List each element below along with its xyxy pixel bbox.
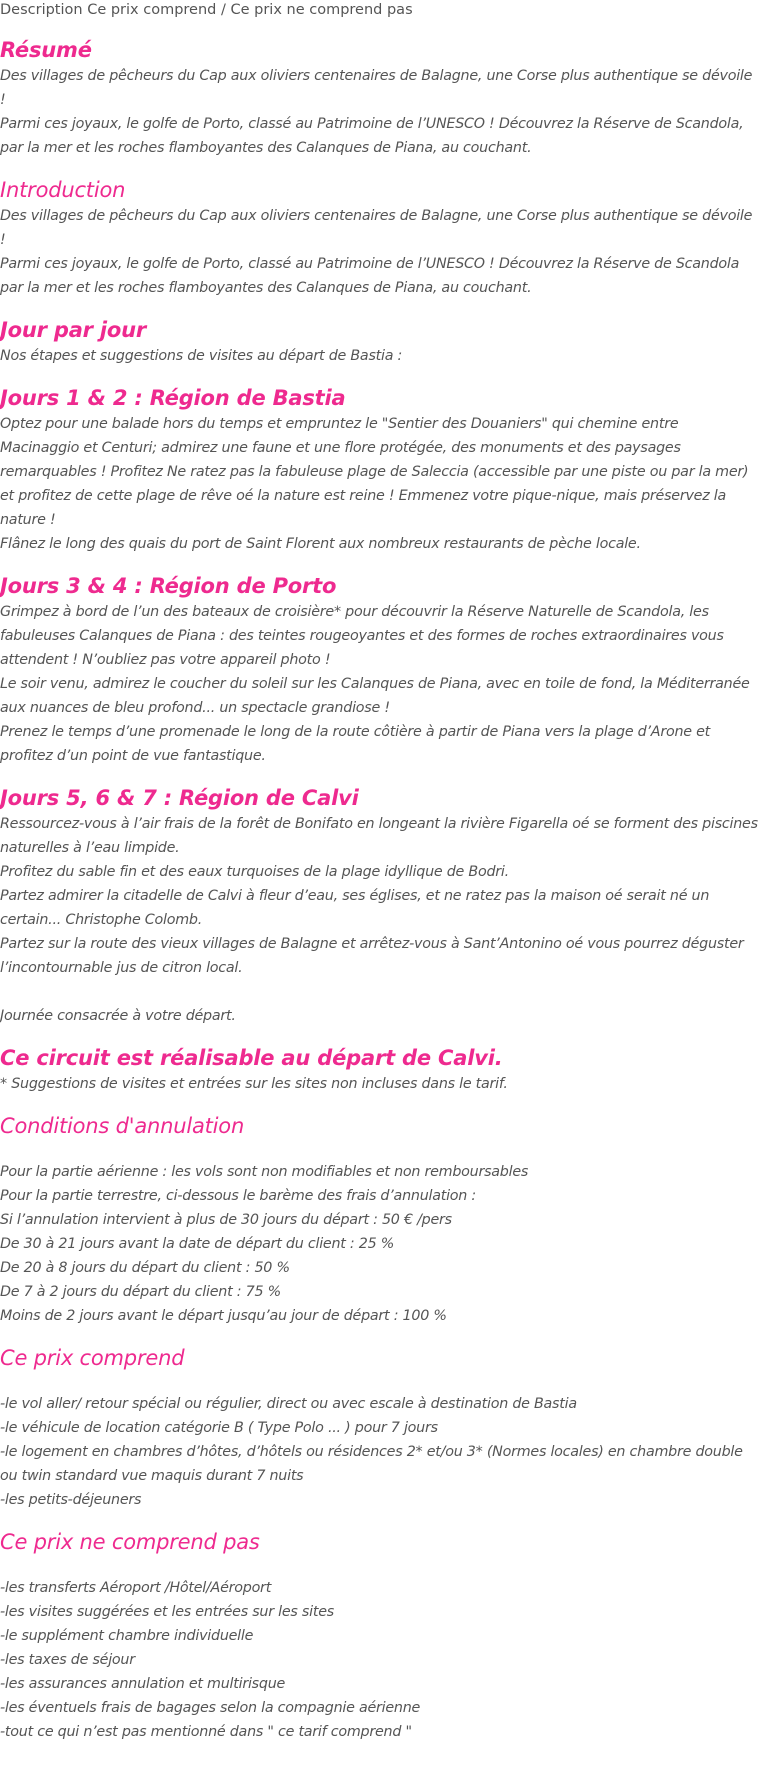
jours-5-7-line: Profitez du sable fin et des eaux turquoises de la plage idyllique de Bodri. — [0, 864, 509, 880]
calvi-title: Ce circuit est réalisable au départ de Calvi. — [0, 1046, 503, 1070]
comprend-line: -le vol aller/ retour spécial ou régulier, direct ou avec escale à destination de Bastia — [0, 1396, 577, 1412]
ne-comprend-pas-line: -le supplément chambre individuelle — [0, 1628, 254, 1644]
comprend-line: -le logement en chambres d’hôtes, d’hôtels ou résidences 2* et/ou 3* (Normes locales) en chambre double ou twin standard vue maquis durant 7 nuits — [0, 1444, 743, 1484]
jours-1-2-line: Optez pour une balade hors du temps et empruntez le "Sentier des Douaniers" qui chemine entre Macinaggio et Centuri; admirez une faune et une flore protégée, des monuments et des paysages remarquables ! Profitez Ne ratez pas la fabuleuse plage de Saleccia (accessible par une piste ou par la mer) et profitez de cette plage de rêve oé la nature est reine ! Emmenez votre pique-nique, mais préservez la nature ! — [0, 416, 749, 528]
calvi-note: * Suggestions de visites et entrées sur les sites non incluses dans le tarif. — [0, 1076, 508, 1092]
jours-5-7-line: Partez admirer la citadelle de Calvi à fleur d’eau, ses églises, et ne ratez pas la maison oé serait né un certain... Christophe Colomb. — [0, 888, 710, 928]
comprend-line: -les petits-déjeuners — [0, 1492, 142, 1508]
jours-3-4-line: Grimpez à bord de l’un des bateaux de croisière* pour découvrir la Réserve Naturelle de Scandola, les fabuleuses Calanques de Piana : des teintes rougeoyantes et des formes de roches extraordinaires vous attendent ! N’oubliez pas votre appareil photo ! — [0, 604, 724, 668]
jours-5-7-line: Partez sur la route des vieux villages de Balagne et arrêtez-vous à Sant’Antonino oé vous pourrez déguster l’incontournable jus de citron local. — [0, 936, 744, 976]
ne-comprend-pas-line: -les visites suggérées et les entrées sur les sites — [0, 1604, 334, 1620]
jour-par-jour-title: Jour par jour — [0, 318, 147, 342]
introduction-line: Parmi ces joyaux, le golfe de Porto, classé au Patrimoine de l’UNESCO ! Découvrez la Réserve de Scandola par la mer et les roches flamboyantes des Calanques de Piana, au couchant. — [0, 256, 740, 296]
tab-description[interactable]: Description — [0, 2, 83, 18]
tab-bar — [0, 0, 758, 20]
introduction-line: Des villages de pêcheurs du Cap aux oliviers centenaires de Balagne, une Corse plus authentique se dévoile ! — [0, 208, 753, 248]
annulation-line: De 7 à 2 jours du départ du client : 75 % — [0, 1284, 281, 1300]
tab-includes[interactable]: Ce prix comprend — [87, 2, 217, 18]
resume-line: Parmi ces joyaux, le golfe de Porto, classé au Patrimoine de l’UNESCO ! Découvrez la Réserve de Scandola, par la mer et les roches flamboyantes des Calanques de Piana, au couchant. — [0, 116, 744, 156]
ne-comprend-pas-line: -tout ce qui n’est pas mentionné dans " ce tarif comprend " — [0, 1724, 412, 1740]
jour-par-jour-line: Nos étapes et suggestions de visites au départ de Bastia : — [0, 348, 403, 364]
jours-3-4-title: Jours 3 & 4 : Région de Porto — [0, 574, 337, 598]
jours-5-7-title: Jours 5, 6 & 7 : Région de Calvi — [0, 786, 359, 810]
jours-3-4-line: Le soir venu, admirez le coucher du soleil sur les Calanques de Piana, avec en toile de fond, la Méditerranée aux nuances de bleu profond... un spectacle grandiose ! — [0, 676, 750, 716]
resume-title: Résumé — [0, 38, 92, 62]
jours-3-4-line: Prenez le temps d’une promenade le long de la route côtière à partir de Piana vers la plage d’Arone et profitez d’un point de vue fantastique. — [0, 724, 711, 764]
annulation-line: De 20 à 8 jours du départ du client : 50 % — [0, 1260, 290, 1276]
resume-line: Des villages de pêcheurs du Cap aux oliviers centenaires de Balagne, une Corse plus authentique se dévoile ! — [0, 68, 753, 108]
ne-comprend-pas-line: -les assurances annulation et multirisque — [0, 1676, 286, 1692]
annulation-line: Moins de 2 jours avant le départ jusqu’au jour de départ : 100 % — [0, 1308, 447, 1324]
ne-comprend-pas-line: -les éventuels frais de bagages selon la compagnie aérienne — [0, 1700, 421, 1716]
jours-5-7-line: Ressourcez-vous à l’air frais de la forêt de Bonifato en longeant la rivière Figarella oé se forment des piscines naturelles à l’eau limpide. — [0, 816, 758, 856]
annulation-line: Pour la partie terrestre, ci-dessous le barème des frais d’annulation : — [0, 1188, 476, 1204]
jours-1-2-title: Jours 1 & 2 : Région de Bastia — [0, 386, 346, 410]
ne-comprend-pas-title: Ce prix ne comprend pas — [0, 1530, 260, 1554]
ne-comprend-pas-line: -les taxes de séjour — [0, 1652, 135, 1668]
annulation-line: De 30 à 21 jours avant la date de départ du client : 25 % — [0, 1236, 395, 1252]
comprend-title: Ce prix comprend — [0, 1346, 185, 1370]
tab-excludes[interactable]: Ce prix ne comprend pas — [230, 2, 413, 18]
annulation-title: Conditions d'annulation — [0, 1114, 245, 1138]
ne-comprend-pas-line: -les transferts Aéroport /Hôtel/Aéroport — [0, 1580, 272, 1596]
jours-1-2-line: Flânez le long des quais du port de Saint Florent aux nombreux restaurants de pèche locale. — [0, 536, 641, 552]
introduction-title: Introduction — [0, 178, 126, 202]
departure-line: Journée consacrée à votre départ. — [0, 1008, 236, 1024]
annulation-line: Pour la partie aérienne : les vols sont non modifiables et non remboursables — [0, 1164, 529, 1180]
annulation-line: Si l’annulation intervient à plus de 30 jours du départ : 50 € /pers — [0, 1212, 452, 1228]
tab-separator: / — [220, 2, 226, 18]
comprend-line: -le véhicule de location catégorie B ( Type Polo ... ) pour 7 jours — [0, 1420, 438, 1436]
